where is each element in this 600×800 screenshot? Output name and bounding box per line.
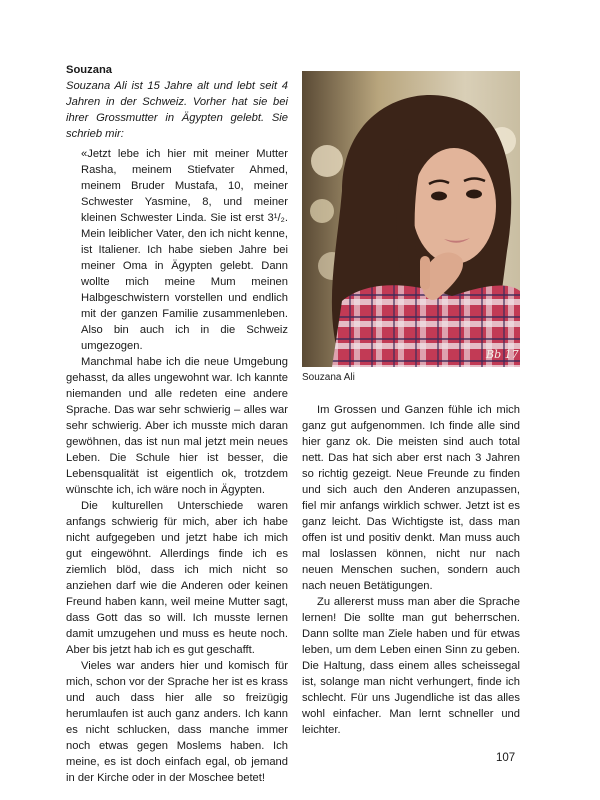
paragraph: «Jetzt lebe ich hier mit meiner Mutter Rasha, meinem Stiefvater Ahmed, meinem Bruder Mustafa, 10, meiner Schwester Yasmine, 8, und meiner kleinen Schwester Linda. Sie ist erst 3¹/₂. Mein leiblicher Vater, den ich nicht kenne, ist Italiener. Ich habe sieben Jahre bei meiner Oma in Ägypten gelebt. Dann wollte mich meine Mum meinen Halbgeschwistern vorstellen und endlich mit der ganzen Familie zusammenleben. Also bin auch ich in die Schweiz umgezogen. <box>81 148 288 352</box>
article-title: Souzana <box>66 64 113 76</box>
page-number: 107 <box>496 752 516 764</box>
photo-signature: Bb 17 <box>486 348 519 361</box>
paragraph: Manchmal habe ich die neue Umgebung gehasst, da alles ungewohnt war. Ich kannte niemanden und alle redeten eine andere Sprache. Das war sehr schwierig – alles war sehr schwierig. Aber ich musste mich daran gewöhnen, das ist nun mal jetzt mein neues Leben. Die Schule hier ist besser, die Lebensqualität ist eigentlich ok, trotzdem wünschte ich, ich wäre noch in Ägypten. <box>66 356 288 496</box>
paragraph: Die kulturellen Unterschiede waren anfangs schwierig für mich, aber ich habe nicht aufgegeben und jetzt habe ich mich gut eingewöhnt. Allerdings finde ich es ziemlich blöd, dass ich mich nicht so anziehen darf wie die Anderen oder keinen Freund haben kann, weil meine Mutter sagt, dass Gott das so will. Ich musste lernen damit umzugehen und muss es heute noch. Aber bis jetzt hab ich es gut geschafft. <box>66 500 288 656</box>
portrait-illustration <box>302 71 520 367</box>
photo-caption: Souzana Ali <box>302 372 355 383</box>
portrait-photo <box>302 71 520 367</box>
left-column <box>66 62 288 786</box>
article-intro: Souzana Ali ist 15 Jahre alt und lebt seit 4 Jahren in der Schweiz. Vorher hat sie bei ihrer Grossmutter in Ägypten gelebt. Sie schrieb mir: <box>66 80 288 140</box>
paragraph: Zu allererst muss man aber die Sprache lernen! Die sollte man gut beherrschen. Dann sollte man Ziele haben und für etwas leben, um dem Leben einen Sinn zu geben. Die Haltung, dass einem alles scheissegal ist, solange man nicht verhungert, finde ich schlecht. Für uns Jugendliche ist das alles wohl einfacher. Man lernt schneller und leichter. <box>302 596 520 736</box>
paragraph: Im Grossen und Ganzen fühle ich mich ganz gut aufgenommen. Ich finde alle sind hier ganz ok. Die meisten sind auch total nett. Das hat sich aber erst nach 3 Jahren so richtig gezeigt. Neue Freunde zu finden und sich auch den Anderen anzupassen, fiel mir anfangs wirklich schwer. Jetzt ist es ganz leicht. Das Wichtigste ist, dass man offen ist und positiv denkt. Man muss auch mal loslassen können, nicht nur nach neuen Menschen suchen, sondern auch nach neuen Betätigungen. <box>302 404 520 592</box>
right-column <box>302 402 520 738</box>
paragraph: Vieles war anders hier und komisch für mich, schon vor der Sprache her ist es krass und auch dass hier alle so freizügig herumlaufen ist auch ganz anders. Ich kann es nicht schlucken, dass manche immer noch etwas gegen Moslems haben. Ich meine, es ist doch einfach egal, ob jemand in der Kirche oder in der Moschee betet! <box>66 660 288 784</box>
